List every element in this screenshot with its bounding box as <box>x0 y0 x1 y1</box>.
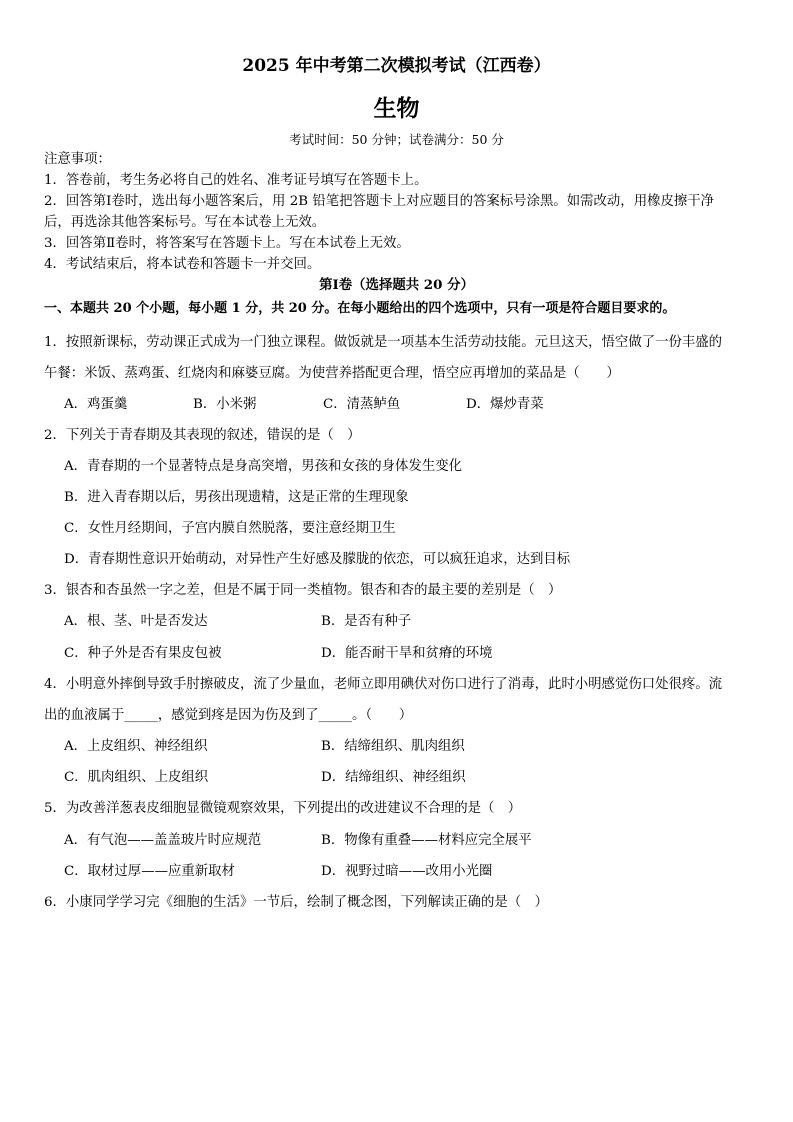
question-stem: 2．下列关于青春期及其表现的叙述，错误的是（ ） <box>44 428 361 443</box>
section-title: 第Ⅰ卷（选择题共 20 分） <box>319 277 474 293</box>
option-b: B．物像有重叠——材料应完全展平 <box>321 833 532 848</box>
option-c: C．清蒸鲈鱼 <box>323 397 401 412</box>
question-stem: 6．小康同学学习完《细胞的生活》一节后，绘制了概念图，下列解读正确的是（ ） <box>44 895 548 910</box>
option-d: D．结缔组织、神经组织 <box>321 770 466 785</box>
notes-heading: 注意事项： <box>44 152 111 167</box>
option-b: B．小米粥 <box>193 397 257 412</box>
note-item: 4．考试结束后，将本试卷和答题卡一并交回。 <box>44 257 321 272</box>
note-item: 1．答卷前，考生务必将自己的姓名、准考证号填写在答题卡上。 <box>44 173 428 188</box>
option-a: A．根、茎、叶是否发达 <box>64 614 208 629</box>
option-d: D．爆炒青菜 <box>466 397 544 412</box>
option-a: A．上皮组织、神经组织 <box>64 739 208 754</box>
question-stem: 1．按照新课标，劳动课正式成为一门独立课程。做饭就是一项基本生活劳动技能。元旦这天，悟空做了一份丰盛的 <box>44 335 723 350</box>
option-a: A．青春期的一个显著特点是身高突增，男孩和女孩的身体发生变化 <box>64 459 462 474</box>
question-stem: 午餐：米饭、蒸鸡蛋、红烧肉和麻婆豆腐。为使营养搭配更合理，悟空应再增加的菜品是（ ） <box>44 366 620 381</box>
option-c: C．肌肉组织、上皮组织 <box>64 770 209 785</box>
option-c: C．取材过厚——应重新取材 <box>64 864 235 879</box>
option-b: B．是否有种子 <box>321 614 412 629</box>
note-item: 2．回答第Ⅰ卷时，选出每小题答案后，用 2B 铅笔把答题卡上对应题目的答案标号涂黑。如需改动，用橡皮擦干净 <box>44 194 715 209</box>
option-c: C．女性月经期间，子宫内膜自然脱落，要注意经期卫生 <box>64 521 396 536</box>
question-stem: 出的血液属于_____，感觉到疼是因为伤及到了_____。（ ） <box>44 708 413 723</box>
question-stem: 3．银杏和杏虽然一字之差，但是不属于同一类植物。银杏和杏的最主要的差别是（ ） <box>44 583 562 598</box>
section-instruction: 一、本题共 20 个小题，每小题 1 分，共 20 分。在每小题给出的四个选项中，只有一项是符合题目要求的。 <box>44 301 676 316</box>
option-d: D．视野过暗——改用小光圈 <box>321 864 493 879</box>
question-stem: 4．小明意外摔倒导致手肘擦破皮，流了少量血，老师立即用碘伏对伤口进行了消毒，此时小明感觉伤口处很疼。流 <box>44 677 723 692</box>
subject-title: 生物 <box>373 95 420 122</box>
option-b: B．进入青春期以后，男孩出现遗精，这是正常的生理现象 <box>64 490 409 505</box>
note-item: 后，再选涂其他答案标号。写在本试卷上无效。 <box>44 215 326 230</box>
option-a: A．有气泡——盖盖玻片时应规范 <box>64 833 262 848</box>
exam-info: 考试时间：50 分钟；试卷满分：50 分 <box>289 132 504 147</box>
option-b: B．结缔组织、肌肉组织 <box>321 739 465 754</box>
option-a: A．鸡蛋羹 <box>64 397 128 412</box>
option-d: D．青春期性意识开始萌动，对异性产生好感及朦胧的依恋，可以疯狂追求，达到目标 <box>64 552 571 567</box>
question-stem: 5．为改善洋葱表皮细胞显微镜观察效果，下列提出的改进建议不合理的是（ ） <box>44 801 522 816</box>
option-c: C．种子外是否有果皮包被 <box>64 646 222 661</box>
note-item: 3．回答第Ⅱ卷时，将答案写在答题卡上。写在本试卷上无效。 <box>44 236 410 251</box>
option-d: D．能否耐干旱和贫瘠的环境 <box>321 646 493 661</box>
exam-title: 2025 年中考第二次模拟考试（江西卷） <box>242 56 551 76</box>
